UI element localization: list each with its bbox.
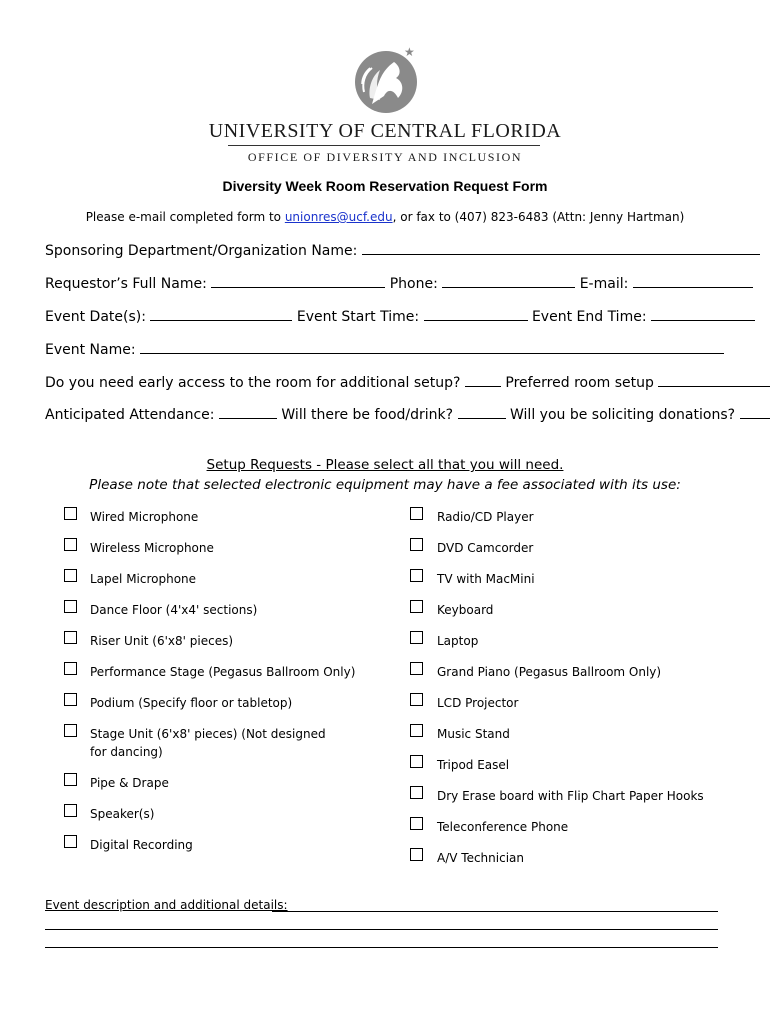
option-performance-stage: Performance Stage (Pegasus Ballroom Only) <box>90 665 356 679</box>
option-wireless-microphone: Wireless Microphone <box>90 541 214 555</box>
option-lcd-projector: LCD Projector <box>437 696 519 710</box>
requestor-line <box>45 273 753 292</box>
office-name: OFFICE OF DIVERSITY AND INCLUSION <box>247 150 523 164</box>
preferred-setup-label: Preferred room setup <box>505 375 654 391</box>
email-field[interactable] <box>633 273 753 288</box>
checkbox-av-technician[interactable] <box>410 848 423 861</box>
option-speakers: Speaker(s) <box>90 807 155 821</box>
details-label: Event description and additional details: <box>45 898 288 912</box>
attendance-label: Anticipated Attendance: <box>45 407 215 423</box>
option-riser-unit: Riser Unit (6'x8' pieces) <box>90 634 234 648</box>
checkbox-pipe-drape[interactable] <box>64 773 77 786</box>
option-lapel-microphone: Lapel Microphone <box>90 572 197 586</box>
phone-field[interactable] <box>442 273 575 288</box>
option-podium: Podium (Specify floor or tabletop) <box>90 696 293 710</box>
option-tv-macmini: TV with MacMini <box>437 572 535 586</box>
checkbox-grand-piano[interactable] <box>410 662 423 675</box>
checkbox-lcd-projector[interactable] <box>410 693 423 706</box>
checkbox-stage-unit[interactable] <box>64 724 77 737</box>
checkbox-performance-stage[interactable] <box>64 662 77 675</box>
phone-label: Phone: <box>389 276 438 292</box>
checkbox-wireless-microphone[interactable] <box>64 538 77 551</box>
early-access-line <box>45 372 770 391</box>
donations-label: Will you be soliciting donations? <box>510 407 736 423</box>
checkbox-teleconference-phone[interactable] <box>410 817 423 830</box>
header-divider <box>228 145 540 146</box>
checkbox-tv-macmini[interactable] <box>410 569 423 582</box>
attendance-field[interactable] <box>219 404 277 419</box>
event-name-line <box>45 339 724 358</box>
checkbox-dvd-camcorder[interactable] <box>410 538 423 551</box>
sponsor-line <box>45 240 760 259</box>
option-grand-piano: Grand Piano (Pegasus Ballroom Only) <box>437 665 662 679</box>
checkbox-laptop[interactable] <box>410 631 423 644</box>
form-title: Diversity Week Room Reservation Request Form <box>222 178 548 194</box>
email-link[interactable]: unionres@ucf.edu <box>284 210 393 224</box>
food-label: Will there be food/drink? <box>281 407 454 423</box>
preferred-setup-field[interactable] <box>658 372 770 387</box>
checkbox-digital-recording[interactable] <box>64 835 77 848</box>
option-dvd-camcorder: DVD Camcorder <box>437 541 534 555</box>
setup-heading: Setup Requests - Please select all that you will need. <box>206 457 564 473</box>
option-tripod-easel: Tripod Easel <box>437 758 510 772</box>
checkbox-podium[interactable] <box>64 693 77 706</box>
setup-note: Please note that selected electronic equipment may have a fee associated with its use: <box>89 477 681 493</box>
checkbox-radio-cd-player[interactable] <box>410 507 423 520</box>
email-label: E-mail: <box>579 276 629 292</box>
start-time-field[interactable] <box>424 306 528 321</box>
option-digital-recording: Digital Recording <box>90 838 193 852</box>
checkbox-riser-unit[interactable] <box>64 631 77 644</box>
checkbox-music-stand[interactable] <box>410 724 423 737</box>
event-name-field[interactable] <box>140 339 724 354</box>
details-field-line-3[interactable] <box>45 947 718 948</box>
option-dry-erase-board: Dry Erase board with Flip Chart Paper Hooks <box>437 789 704 803</box>
option-stage-unit: Stage Unit (6'x8' pieces) (Not designed for dancing) <box>90 727 326 759</box>
early-access-field[interactable] <box>465 372 501 387</box>
sponsor-field[interactable] <box>362 240 760 255</box>
option-music-stand: Music Stand <box>437 727 510 741</box>
event-dates-field[interactable] <box>150 306 292 321</box>
checkbox-dry-erase-board[interactable] <box>410 786 423 799</box>
ucf-pegasus-logo <box>350 44 422 116</box>
start-time-label: Event Start Time: <box>296 309 420 325</box>
option-radio-cd-player: Radio/CD Player <box>437 510 534 524</box>
option-pipe-drape: Pipe & Drape <box>90 776 169 790</box>
donations-field[interactable] <box>740 404 770 419</box>
checkbox-tripod-easel[interactable] <box>410 755 423 768</box>
university-name: UNIVERSITY OF CENTRAL FLORIDA <box>208 120 562 142</box>
end-time-field[interactable] <box>651 306 755 321</box>
checkbox-speakers[interactable] <box>64 804 77 817</box>
checkbox-dance-floor[interactable] <box>64 600 77 613</box>
checkbox-keyboard[interactable] <box>410 600 423 613</box>
requestor-field[interactable] <box>211 273 385 288</box>
event-date-line <box>45 306 755 325</box>
instructions-post: , or fax to (407) 823-6483 (Attn: Jenny Hartman) <box>392 210 685 224</box>
attendance-line <box>45 404 770 423</box>
option-laptop: Laptop <box>437 634 479 648</box>
requestor-label: Requestor’s Full Name: <box>45 276 207 292</box>
sponsor-label: Sponsoring Department/Organization Name: <box>45 243 358 259</box>
end-time-label: Event End Time: <box>531 309 647 325</box>
details-field-line-1[interactable] <box>272 911 718 912</box>
option-wired-microphone: Wired Microphone <box>90 510 199 524</box>
checkbox-wired-microphone[interactable] <box>64 507 77 520</box>
event-dates-label: Event Date(s): <box>45 309 146 325</box>
option-keyboard: Keyboard <box>437 603 494 617</box>
instructions-pre: Please e-mail completed form to <box>85 210 285 224</box>
event-name-label: Event Name: <box>45 342 136 358</box>
option-av-technician: A/V Technician <box>437 851 524 865</box>
svg-text:★: ★ <box>404 45 415 59</box>
option-teleconference-phone: Teleconference Phone <box>437 820 569 834</box>
form-instructions <box>0 210 770 224</box>
details-field-line-2[interactable] <box>45 929 718 930</box>
checkbox-lapel-microphone[interactable] <box>64 569 77 582</box>
option-dance-floor: Dance Floor (4'x4' sections) <box>90 603 258 617</box>
early-access-label: Do you need early access to the room for additional setup? <box>45 375 461 391</box>
food-field[interactable] <box>458 404 506 419</box>
